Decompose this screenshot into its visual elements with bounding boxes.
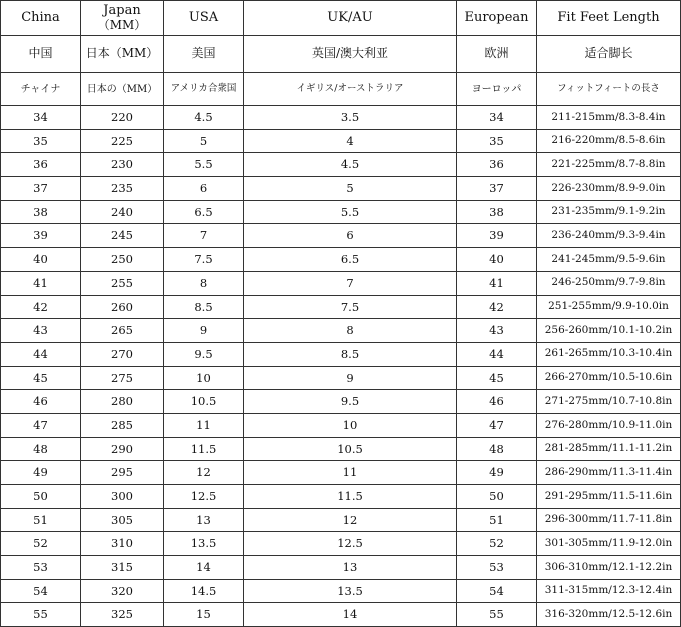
cell-china-size: 44: [1, 342, 81, 366]
cell-china-size: 54: [1, 579, 81, 603]
cell-fit-feet-length: 231-235mm/9.1-9.2in: [537, 200, 681, 224]
table-row: [1, 508, 681, 532]
cell-china-size: 48: [1, 437, 81, 461]
cell-usa-size: 10: [164, 366, 244, 390]
cell-fit-feet-length: 296-300mm/11.7-11.8in: [537, 508, 681, 532]
cell-european-size: 34: [457, 106, 537, 130]
table-row: [1, 248, 681, 272]
cell-china-size: 49: [1, 461, 81, 485]
header-row-chinese: [1, 36, 681, 73]
table-row: [1, 579, 681, 603]
cell-uk-au-size: 5.5: [244, 200, 457, 224]
cell-uk-au-size: 6: [244, 224, 457, 248]
cell-japan-mm: 240: [81, 200, 164, 224]
cell-japan-mm: 250: [81, 248, 164, 272]
cell-china-size: 46: [1, 390, 81, 414]
cell-china-size: 50: [1, 485, 81, 509]
cell-uk-au-size: 14: [244, 603, 457, 627]
cell-usa-size: 13: [164, 508, 244, 532]
cell-european-size: 51: [457, 508, 537, 532]
cell-china-size: 41: [1, 271, 81, 295]
cell-japan-mm: 270: [81, 342, 164, 366]
table-row: [1, 390, 681, 414]
cell-european-size: 35: [457, 129, 537, 153]
cell-japan-mm: 320: [81, 579, 164, 603]
cell-japan-mm: 290: [81, 437, 164, 461]
header-fit-feet-length: Fit Feet Length: [537, 1, 681, 36]
cell-japan-mm: 310: [81, 532, 164, 556]
table-row: [1, 342, 681, 366]
table-row: [1, 319, 681, 343]
cell-usa-size: 13.5: [164, 532, 244, 556]
cell-uk-au-size: 6.5: [244, 248, 457, 272]
cell-china-size: 47: [1, 413, 81, 437]
table-row: [1, 485, 681, 509]
cell-japan-mm: 225: [81, 129, 164, 153]
cell-japan-mm: 260: [81, 295, 164, 319]
header-japan-line1: Japan: [103, 3, 141, 19]
table-row: [1, 437, 681, 461]
cell-fit-feet-length: 266-270mm/10.5-10.6in: [537, 366, 681, 390]
header-uk-au: UK/AU: [244, 1, 457, 36]
header-ja-usa: アメリカ合衆国: [164, 73, 244, 106]
cell-european-size: 39: [457, 224, 537, 248]
cell-usa-size: 10.5: [164, 390, 244, 414]
cell-uk-au-size: 12.5: [244, 532, 457, 556]
cell-european-size: 46: [457, 390, 537, 414]
cell-china-size: 42: [1, 295, 81, 319]
cell-european-size: 45: [457, 366, 537, 390]
cell-fit-feet-length: 281-285mm/11.1-11.2in: [537, 437, 681, 461]
cell-uk-au-size: 4: [244, 129, 457, 153]
cell-fit-feet-length: 306-310mm/12.1-12.2in: [537, 556, 681, 580]
header-ja-uk-au: イギリス/オーストラリア: [244, 73, 457, 106]
header-zh-fit-feet-length: 适合脚长: [537, 36, 681, 73]
cell-china-size: 55: [1, 603, 81, 627]
cell-uk-au-size: 11.5: [244, 485, 457, 509]
cell-japan-mm: 285: [81, 413, 164, 437]
header-ja-china: チャイナ: [1, 73, 81, 106]
cell-usa-size: 15: [164, 603, 244, 627]
table-row: [1, 200, 681, 224]
table-row: [1, 153, 681, 177]
cell-uk-au-size: 9: [244, 366, 457, 390]
cell-european-size: 43: [457, 319, 537, 343]
header-usa: USA: [164, 1, 244, 36]
cell-japan-mm: 280: [81, 390, 164, 414]
cell-european-size: 55: [457, 603, 537, 627]
table-row: [1, 106, 681, 130]
cell-fit-feet-length: 286-290mm/11.3-11.4in: [537, 461, 681, 485]
table-row: [1, 461, 681, 485]
header-zh-china: 中国: [1, 36, 81, 73]
cell-fit-feet-length: 246-250mm/9.7-9.8in: [537, 271, 681, 295]
table-row: [1, 556, 681, 580]
cell-usa-size: 11.5: [164, 437, 244, 461]
cell-european-size: 40: [457, 248, 537, 272]
cell-uk-au-size: 7.5: [244, 295, 457, 319]
table-row: [1, 129, 681, 153]
cell-uk-au-size: 4.5: [244, 153, 457, 177]
cell-usa-size: 4.5: [164, 106, 244, 130]
cell-usa-size: 5: [164, 129, 244, 153]
cell-uk-au-size: 7: [244, 271, 457, 295]
cell-china-size: 43: [1, 319, 81, 343]
table-row: [1, 224, 681, 248]
cell-china-size: 52: [1, 532, 81, 556]
cell-japan-mm: 220: [81, 106, 164, 130]
cell-fit-feet-length: 276-280mm/10.9-11.0in: [537, 413, 681, 437]
cell-uk-au-size: 5: [244, 177, 457, 201]
cell-european-size: 44: [457, 342, 537, 366]
cell-uk-au-size: 9.5: [244, 390, 457, 414]
cell-european-size: 50: [457, 485, 537, 509]
cell-usa-size: 6: [164, 177, 244, 201]
cell-uk-au-size: 10: [244, 413, 457, 437]
cell-fit-feet-length: 271-275mm/10.7-10.8in: [537, 390, 681, 414]
header-ja-european: ヨーロッパ: [457, 73, 537, 106]
cell-china-size: 35: [1, 129, 81, 153]
header-european: European: [457, 1, 537, 36]
table-row: [1, 532, 681, 556]
cell-uk-au-size: 8: [244, 319, 457, 343]
cell-uk-au-size: 8.5: [244, 342, 457, 366]
header-china: China: [1, 1, 81, 36]
cell-european-size: 38: [457, 200, 537, 224]
cell-fit-feet-length: 261-265mm/10.3-10.4in: [537, 342, 681, 366]
cell-japan-mm: 295: [81, 461, 164, 485]
table-row: [1, 603, 681, 627]
cell-european-size: 47: [457, 413, 537, 437]
cell-fit-feet-length: 291-295mm/11.5-11.6in: [537, 485, 681, 509]
cell-usa-size: 12: [164, 461, 244, 485]
header-ja-fit-feet-length: フィットフィートの長さ: [537, 73, 681, 106]
cell-china-size: 38: [1, 200, 81, 224]
cell-china-size: 37: [1, 177, 81, 201]
cell-uk-au-size: 13.5: [244, 579, 457, 603]
cell-japan-mm: 305: [81, 508, 164, 532]
cell-china-size: 34: [1, 106, 81, 130]
cell-china-size: 39: [1, 224, 81, 248]
table-row: [1, 295, 681, 319]
table-row: [1, 413, 681, 437]
cell-japan-mm: 265: [81, 319, 164, 343]
cell-fit-feet-length: 216-220mm/8.5-8.6in: [537, 129, 681, 153]
header-zh-uk-au: 英国/澳大利亚: [244, 36, 457, 73]
header-zh-european: 欧洲: [457, 36, 537, 73]
cell-european-size: 52: [457, 532, 537, 556]
cell-fit-feet-length: 211-215mm/8.3-8.4in: [537, 106, 681, 130]
cell-usa-size: 14.5: [164, 579, 244, 603]
cell-usa-size: 12.5: [164, 485, 244, 509]
cell-european-size: 41: [457, 271, 537, 295]
cell-uk-au-size: 11: [244, 461, 457, 485]
cell-china-size: 45: [1, 366, 81, 390]
cell-fit-feet-length: 301-305mm/11.9-12.0in: [537, 532, 681, 556]
cell-japan-mm: 255: [81, 271, 164, 295]
header-zh-usa: 美国: [164, 36, 244, 73]
cell-usa-size: 11: [164, 413, 244, 437]
cell-usa-size: 6.5: [164, 200, 244, 224]
header-zh-japan: 日本（MM）: [81, 36, 164, 73]
table-row: [1, 366, 681, 390]
cell-fit-feet-length: 311-315mm/12.3-12.4in: [537, 579, 681, 603]
cell-uk-au-size: 3.5: [244, 106, 457, 130]
cell-japan-mm: 230: [81, 153, 164, 177]
header-ja-japan: 日本の（MM）: [81, 73, 164, 106]
cell-european-size: 42: [457, 295, 537, 319]
cell-usa-size: 8: [164, 271, 244, 295]
cell-uk-au-size: 12: [244, 508, 457, 532]
cell-usa-size: 7: [164, 224, 244, 248]
header-japan-line2: （MM）: [97, 17, 147, 32]
cell-china-size: 40: [1, 248, 81, 272]
cell-fit-feet-length: 316-320mm/12.5-12.6in: [537, 603, 681, 627]
cell-usa-size: 8.5: [164, 295, 244, 319]
cell-fit-feet-length: 256-260mm/10.1-10.2in: [537, 319, 681, 343]
cell-fit-feet-length: 226-230mm/8.9-9.0in: [537, 177, 681, 201]
cell-usa-size: 5.5: [164, 153, 244, 177]
cell-japan-mm: 275: [81, 366, 164, 390]
cell-japan-mm: 315: [81, 556, 164, 580]
cell-european-size: 37: [457, 177, 537, 201]
cell-fit-feet-length: 236-240mm/9.3-9.4in: [537, 224, 681, 248]
header-row-japanese: [1, 73, 681, 106]
cell-china-size: 51: [1, 508, 81, 532]
cell-fit-feet-length: 251-255mm/9.9-10.0in: [537, 295, 681, 319]
cell-usa-size: 9.5: [164, 342, 244, 366]
cell-japan-mm: 245: [81, 224, 164, 248]
table-row: [1, 177, 681, 201]
header-japan: [81, 1, 164, 36]
cell-european-size: 54: [457, 579, 537, 603]
cell-japan-mm: 235: [81, 177, 164, 201]
cell-japan-mm: 300: [81, 485, 164, 509]
table-row: [1, 271, 681, 295]
cell-european-size: 53: [457, 556, 537, 580]
header-row-english: [1, 1, 681, 36]
cell-european-size: 48: [457, 437, 537, 461]
cell-china-size: 53: [1, 556, 81, 580]
cell-usa-size: 9: [164, 319, 244, 343]
cell-usa-size: 7.5: [164, 248, 244, 272]
cell-uk-au-size: 10.5: [244, 437, 457, 461]
cell-uk-au-size: 13: [244, 556, 457, 580]
cell-japan-mm: 325: [81, 603, 164, 627]
cell-china-size: 36: [1, 153, 81, 177]
cell-fit-feet-length: 241-245mm/9.5-9.6in: [537, 248, 681, 272]
cell-european-size: 49: [457, 461, 537, 485]
cell-usa-size: 14: [164, 556, 244, 580]
cell-european-size: 36: [457, 153, 537, 177]
cell-fit-feet-length: 221-225mm/8.7-8.8in: [537, 153, 681, 177]
